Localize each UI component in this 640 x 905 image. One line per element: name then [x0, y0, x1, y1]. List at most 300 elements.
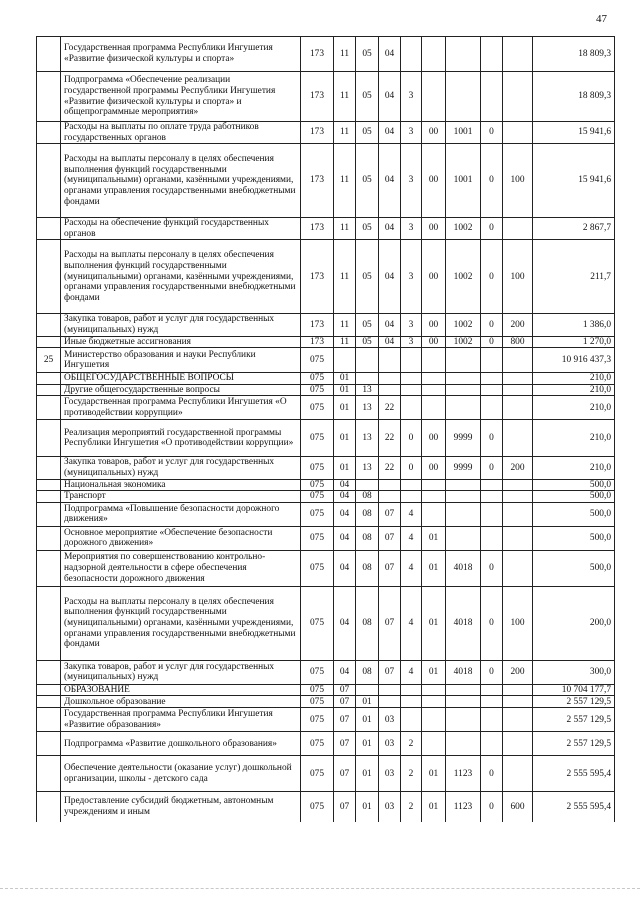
- subprogram-code-cell: 3: [401, 218, 422, 240]
- expense-type-code-cell: [503, 384, 533, 396]
- expense-type-code-cell: [503, 122, 533, 144]
- section-code-cell: 04: [334, 526, 356, 550]
- direction-code-cell: [446, 491, 481, 503]
- subprogram-code-cell: 4: [401, 502, 422, 526]
- admin-code-cell: 075: [301, 373, 334, 385]
- row-number-cell: [37, 384, 61, 396]
- section-code-cell: 01: [334, 373, 356, 385]
- direction-code-cell: [446, 348, 481, 373]
- table-row: [37, 420, 615, 457]
- sub-direction-code-cell: 0: [481, 457, 503, 479]
- table-row: [37, 479, 615, 491]
- amount-cell: 1 270,0: [533, 336, 615, 348]
- row-number-cell: [37, 732, 61, 756]
- admin-code-cell: 075: [301, 708, 334, 732]
- expense-type-code-cell: [503, 37, 533, 72]
- admin-code-cell: 173: [301, 122, 334, 144]
- table-row: [37, 684, 615, 696]
- expense-type-code-cell: [503, 732, 533, 756]
- subprogram-code-cell: [401, 37, 422, 72]
- subsection-code-cell: 01: [356, 792, 379, 822]
- expense-name-cell: Реализация мероприятий государственной программы Республики Ингушетия «О противодействии коррупции»: [61, 420, 301, 457]
- subsection-code-cell: 08: [356, 526, 379, 550]
- section-code-cell: 01: [334, 420, 356, 457]
- section-code-cell: 04: [334, 479, 356, 491]
- row-number-cell: [37, 586, 61, 660]
- event-code-cell: [422, 72, 446, 122]
- event-code-cell: 01: [422, 660, 446, 684]
- event-code-cell: 01: [422, 526, 446, 550]
- expense-type-code-cell: [503, 502, 533, 526]
- section-code-cell: 07: [334, 792, 356, 822]
- direction-code-cell: [446, 384, 481, 396]
- sub-direction-code-cell: [481, 37, 503, 72]
- subsection-code-cell: 05: [356, 336, 379, 348]
- sub-direction-code-cell: 0: [481, 550, 503, 586]
- program-code-cell: [379, 696, 401, 708]
- subprogram-code-cell: 3: [401, 144, 422, 218]
- subsection-code-cell: 01: [356, 756, 379, 792]
- expense-name-cell: Мероприятия по совершенствованию контрольно-надзорной деятельности в сфере обеспечения безопасности дорожного движения: [61, 550, 301, 586]
- expense-type-code-cell: [503, 491, 533, 503]
- subsection-code-cell: 13: [356, 457, 379, 479]
- expense-name-cell: Расходы на выплаты персоналу в целях обеспечения выполнения функций государственными (муниципальными) органами, казёнными учреждениями, органами управления государственными внебюджетными фондами: [61, 240, 301, 314]
- expense-type-code-cell: [503, 373, 533, 385]
- expense-name-cell: Расходы на выплаты персоналу в целях обеспечения выполнения функций государственными (муниципальными) органами, казёнными учреждениями, органами управления государственными внебюджетными фондами: [61, 144, 301, 218]
- table-row: [37, 526, 615, 550]
- table-row: [37, 708, 615, 732]
- amount-cell: 2 555 595,4: [533, 756, 615, 792]
- program-code-cell: 04: [379, 218, 401, 240]
- direction-code-cell: 1123: [446, 756, 481, 792]
- subprogram-code-cell: 0: [401, 420, 422, 457]
- subprogram-code-cell: 2: [401, 756, 422, 792]
- admin-code-cell: 075: [301, 384, 334, 396]
- page-number: 47: [596, 13, 607, 25]
- table-row: [37, 384, 615, 396]
- sub-direction-code-cell: [481, 396, 503, 420]
- sub-direction-code-cell: [481, 732, 503, 756]
- event-code-cell: [422, 37, 446, 72]
- section-code-cell: 11: [334, 218, 356, 240]
- subsection-code-cell: 05: [356, 314, 379, 336]
- subprogram-code-cell: 4: [401, 586, 422, 660]
- section-code-cell: 04: [334, 660, 356, 684]
- expense-type-code-cell: [503, 526, 533, 550]
- section-code-cell: 11: [334, 240, 356, 314]
- expense-name-cell: Расходы на выплаты персоналу в целях обеспечения выполнения функций государственными (муниципальными) органами, казёнными учреждениями, органами управления государственными внебюджетными фондами: [61, 586, 301, 660]
- row-number-cell: [37, 708, 61, 732]
- event-code-cell: [422, 502, 446, 526]
- program-code-cell: [379, 384, 401, 396]
- expense-type-code-cell: 200: [503, 660, 533, 684]
- admin-code-cell: 173: [301, 314, 334, 336]
- subsection-code-cell: 01: [356, 708, 379, 732]
- table-row: [37, 72, 615, 122]
- sub-direction-code-cell: 0: [481, 218, 503, 240]
- row-number-cell: [37, 144, 61, 218]
- row-number-cell: [37, 479, 61, 491]
- sub-direction-code-cell: [481, 502, 503, 526]
- event-code-cell: 00: [422, 457, 446, 479]
- expense-type-code-cell: [503, 218, 533, 240]
- expense-name-cell: Государственная программа Республики Ингушетия «О противодействии коррупции»: [61, 396, 301, 420]
- program-code-cell: [379, 373, 401, 385]
- subprogram-code-cell: 4: [401, 660, 422, 684]
- expense-name-cell: Подпрограмма «Развитие дошкольного образования»: [61, 732, 301, 756]
- admin-code-cell: 173: [301, 218, 334, 240]
- event-code-cell: [422, 384, 446, 396]
- amount-cell: 210,0: [533, 396, 615, 420]
- event-code-cell: 01: [422, 586, 446, 660]
- program-code-cell: 04: [379, 144, 401, 218]
- direction-code-cell: 1002: [446, 218, 481, 240]
- direction-code-cell: 4018: [446, 586, 481, 660]
- row-number-cell: [37, 37, 61, 72]
- amount-cell: 211,7: [533, 240, 615, 314]
- subsection-code-cell: 05: [356, 240, 379, 314]
- amount-cell: 2 867,7: [533, 218, 615, 240]
- direction-code-cell: [446, 696, 481, 708]
- subsection-code-cell: 08: [356, 586, 379, 660]
- program-code-cell: 07: [379, 502, 401, 526]
- admin-code-cell: 075: [301, 457, 334, 479]
- direction-code-cell: 1123: [446, 792, 481, 822]
- amount-cell: 500,0: [533, 550, 615, 586]
- event-code-cell: [422, 696, 446, 708]
- program-code-cell: 03: [379, 732, 401, 756]
- event-code-cell: 01: [422, 550, 446, 586]
- budget-table-wrapper: [36, 36, 614, 822]
- amount-cell: 500,0: [533, 491, 615, 503]
- table-row: [37, 502, 615, 526]
- expense-type-code-cell: 600: [503, 792, 533, 822]
- section-code-cell: 07: [334, 684, 356, 696]
- section-code-cell: 11: [334, 72, 356, 122]
- table-row: [37, 122, 615, 144]
- expense-name-cell: Министерство образования и науки Республики Ингушетия: [61, 348, 301, 373]
- expense-type-code-cell: [503, 479, 533, 491]
- subsection-code-cell: 01: [356, 732, 379, 756]
- expense-type-code-cell: [503, 756, 533, 792]
- expense-type-code-cell: [503, 72, 533, 122]
- amount-cell: 1 386,0: [533, 314, 615, 336]
- subprogram-code-cell: 3: [401, 314, 422, 336]
- sub-direction-code-cell: 0: [481, 660, 503, 684]
- direction-code-cell: [446, 526, 481, 550]
- section-code-cell: 01: [334, 396, 356, 420]
- admin-code-cell: 173: [301, 336, 334, 348]
- expense-name-cell: Государственная программа Республики Ингушетия «Развитие образования»: [61, 708, 301, 732]
- event-code-cell: 00: [422, 420, 446, 457]
- admin-code-cell: 075: [301, 420, 334, 457]
- expense-type-code-cell: [503, 684, 533, 696]
- bottom-rule: [0, 888, 640, 889]
- event-code-cell: 00: [422, 144, 446, 218]
- sub-direction-code-cell: [481, 384, 503, 396]
- section-code-cell: [334, 348, 356, 373]
- section-code-cell: 11: [334, 314, 356, 336]
- sub-direction-code-cell: [481, 72, 503, 122]
- subsection-code-cell: 01: [356, 696, 379, 708]
- expense-type-code-cell: [503, 708, 533, 732]
- event-code-cell: 00: [422, 122, 446, 144]
- expense-name-cell: Основное мероприятие «Обеспечение безопасности дорожного движения»: [61, 526, 301, 550]
- program-code-cell: 03: [379, 792, 401, 822]
- amount-cell: 10 916 437,3: [533, 348, 615, 373]
- subprogram-code-cell: 4: [401, 526, 422, 550]
- amount-cell: 2 557 129,5: [533, 732, 615, 756]
- direction-code-cell: 9999: [446, 457, 481, 479]
- expense-type-code-cell: [503, 348, 533, 373]
- subprogram-code-cell: [401, 373, 422, 385]
- sub-direction-code-cell: 0: [481, 586, 503, 660]
- admin-code-cell: 075: [301, 792, 334, 822]
- row-number-cell: [37, 373, 61, 385]
- admin-code-cell: 173: [301, 37, 334, 72]
- subsection-code-cell: [356, 348, 379, 373]
- amount-cell: 210,0: [533, 420, 615, 457]
- table-row: [37, 240, 615, 314]
- subprogram-code-cell: [401, 684, 422, 696]
- table-row: [37, 457, 615, 479]
- amount-cell: 210,0: [533, 373, 615, 385]
- subsection-code-cell: 05: [356, 144, 379, 218]
- row-number-cell: [37, 336, 61, 348]
- subprogram-code-cell: 3: [401, 240, 422, 314]
- amount-cell: 500,0: [533, 502, 615, 526]
- table-row: [37, 732, 615, 756]
- section-code-cell: 07: [334, 756, 356, 792]
- event-code-cell: [422, 396, 446, 420]
- event-code-cell: [422, 732, 446, 756]
- sub-direction-code-cell: [481, 479, 503, 491]
- admin-code-cell: 173: [301, 72, 334, 122]
- subprogram-code-cell: 2: [401, 732, 422, 756]
- row-number-cell: 25: [37, 348, 61, 373]
- subsection-code-cell: 08: [356, 660, 379, 684]
- subsection-code-cell: [356, 479, 379, 491]
- expense-name-cell: Государственная программа Республики Ингушетия «Развитие физической культуры и спорта»: [61, 37, 301, 72]
- expense-name-cell: Закупка товаров, работ и услуг для государственных (муниципальных) нужд: [61, 457, 301, 479]
- subsection-code-cell: [356, 373, 379, 385]
- admin-code-cell: 075: [301, 479, 334, 491]
- subprogram-code-cell: [401, 348, 422, 373]
- event-code-cell: 01: [422, 792, 446, 822]
- admin-code-cell: 075: [301, 491, 334, 503]
- expense-type-code-cell: 100: [503, 144, 533, 218]
- sub-direction-code-cell: [481, 491, 503, 503]
- sub-direction-code-cell: 0: [481, 756, 503, 792]
- program-code-cell: 04: [379, 122, 401, 144]
- row-number-cell: [37, 491, 61, 503]
- sub-direction-code-cell: 0: [481, 314, 503, 336]
- direction-code-cell: 1001: [446, 122, 481, 144]
- section-code-cell: 01: [334, 457, 356, 479]
- expense-type-code-cell: [503, 696, 533, 708]
- expense-name-cell: Другие общегосударственные вопросы: [61, 384, 301, 396]
- direction-code-cell: 1002: [446, 240, 481, 314]
- row-number-cell: [37, 660, 61, 684]
- amount-cell: 15 941,6: [533, 122, 615, 144]
- subprogram-code-cell: [401, 491, 422, 503]
- amount-cell: 2 557 129,5: [533, 708, 615, 732]
- admin-code-cell: 075: [301, 660, 334, 684]
- row-number-cell: [37, 526, 61, 550]
- subsection-code-cell: 08: [356, 502, 379, 526]
- subprogram-code-cell: 3: [401, 336, 422, 348]
- table-row: [37, 37, 615, 72]
- section-code-cell: 07: [334, 696, 356, 708]
- event-code-cell: 00: [422, 218, 446, 240]
- table-row: [37, 792, 615, 822]
- section-code-cell: 01: [334, 384, 356, 396]
- subprogram-code-cell: 4: [401, 550, 422, 586]
- amount-cell: 2 557 129,5: [533, 696, 615, 708]
- expense-name-cell: Расходы на обеспечение функций государственных органов: [61, 218, 301, 240]
- direction-code-cell: 4018: [446, 660, 481, 684]
- program-code-cell: 04: [379, 72, 401, 122]
- admin-code-cell: 075: [301, 696, 334, 708]
- expense-type-code-cell: [503, 550, 533, 586]
- section-code-cell: 11: [334, 144, 356, 218]
- event-code-cell: 01: [422, 756, 446, 792]
- program-code-cell: 03: [379, 756, 401, 792]
- amount-cell: 15 941,6: [533, 144, 615, 218]
- direction-code-cell: 1002: [446, 336, 481, 348]
- amount-cell: 18 809,3: [533, 37, 615, 72]
- sub-direction-code-cell: 0: [481, 792, 503, 822]
- expense-name-cell: Обеспечение деятельности (оказание услуг) дошкольной организации, школы - детского сада: [61, 756, 301, 792]
- direction-code-cell: 1002: [446, 314, 481, 336]
- subprogram-code-cell: 3: [401, 122, 422, 144]
- program-code-cell: 22: [379, 420, 401, 457]
- program-code-cell: 22: [379, 396, 401, 420]
- event-code-cell: [422, 708, 446, 732]
- expense-name-cell: Предоставление субсидий бюджетным, автономным учреждениям и иным: [61, 792, 301, 822]
- table-row: [37, 756, 615, 792]
- amount-cell: 18 809,3: [533, 72, 615, 122]
- row-number-cell: [37, 457, 61, 479]
- expense-name-cell: ОБРАЗОВАНИЕ: [61, 684, 301, 696]
- event-code-cell: 00: [422, 314, 446, 336]
- table-row: [37, 396, 615, 420]
- sub-direction-code-cell: [481, 348, 503, 373]
- event-code-cell: 00: [422, 336, 446, 348]
- table-row: [37, 336, 615, 348]
- subsection-code-cell: 13: [356, 384, 379, 396]
- direction-code-cell: 1001: [446, 144, 481, 218]
- subsection-code-cell: 08: [356, 550, 379, 586]
- subprogram-code-cell: [401, 384, 422, 396]
- program-code-cell: [379, 684, 401, 696]
- expense-type-code-cell: [503, 420, 533, 457]
- expense-type-code-cell: 200: [503, 314, 533, 336]
- direction-code-cell: [446, 479, 481, 491]
- direction-code-cell: 9999: [446, 420, 481, 457]
- direction-code-cell: [446, 396, 481, 420]
- row-number-cell: [37, 756, 61, 792]
- amount-cell: 2 555 595,4: [533, 792, 615, 822]
- expense-name-cell: Подпрограмма «Повышение безопасности дорожного движения»: [61, 502, 301, 526]
- amount-cell: 210,0: [533, 457, 615, 479]
- program-code-cell: [379, 491, 401, 503]
- sub-direction-code-cell: [481, 708, 503, 732]
- section-code-cell: 11: [334, 336, 356, 348]
- subsection-code-cell: 05: [356, 122, 379, 144]
- expense-type-code-cell: 100: [503, 586, 533, 660]
- row-number-cell: [37, 218, 61, 240]
- section-code-cell: 04: [334, 586, 356, 660]
- expense-name-cell: ОБЩЕГОСУДАРСТВЕННЫЕ ВОПРОСЫ: [61, 373, 301, 385]
- admin-code-cell: 075: [301, 586, 334, 660]
- row-number-cell: [37, 792, 61, 822]
- table-row: [37, 660, 615, 684]
- subprogram-code-cell: [401, 396, 422, 420]
- subprogram-code-cell: [401, 479, 422, 491]
- direction-code-cell: 4018: [446, 550, 481, 586]
- sub-direction-code-cell: 0: [481, 122, 503, 144]
- expense-name-cell: Транспорт: [61, 491, 301, 503]
- admin-code-cell: 075: [301, 732, 334, 756]
- admin-code-cell: 075: [301, 502, 334, 526]
- expense-name-cell: Расходы на выплаты по оплате труда работников государственных органов: [61, 122, 301, 144]
- amount-cell: 210,0: [533, 384, 615, 396]
- event-code-cell: [422, 491, 446, 503]
- amount-cell: 500,0: [533, 479, 615, 491]
- row-number-cell: [37, 684, 61, 696]
- sub-direction-code-cell: [481, 684, 503, 696]
- row-number-cell: [37, 696, 61, 708]
- subprogram-code-cell: [401, 708, 422, 732]
- section-code-cell: 07: [334, 708, 356, 732]
- event-code-cell: [422, 479, 446, 491]
- row-number-cell: [37, 502, 61, 526]
- subprogram-code-cell: 2: [401, 792, 422, 822]
- amount-cell: 300,0: [533, 660, 615, 684]
- sub-direction-code-cell: 0: [481, 420, 503, 457]
- amount-cell: 10 704 177,7: [533, 684, 615, 696]
- program-code-cell: 07: [379, 526, 401, 550]
- expense-type-code-cell: 200: [503, 457, 533, 479]
- event-code-cell: [422, 684, 446, 696]
- program-code-cell: 07: [379, 586, 401, 660]
- row-number-cell: [37, 314, 61, 336]
- table-row: [37, 348, 615, 373]
- subsection-code-cell: 13: [356, 396, 379, 420]
- admin-code-cell: 075: [301, 348, 334, 373]
- program-code-cell: 07: [379, 660, 401, 684]
- direction-code-cell: [446, 72, 481, 122]
- subsection-code-cell: 08: [356, 491, 379, 503]
- subsection-code-cell: 05: [356, 37, 379, 72]
- expense-name-cell: Закупка товаров, работ и услуг для государственных (муниципальных) нужд: [61, 314, 301, 336]
- table-row: [37, 314, 615, 336]
- expense-name-cell: Подпрограмма «Обеспечение реализации государственной программы Республики Ингушетия «Развитие физической культуры и спорта» и общепрограммные мероприятия»: [61, 72, 301, 122]
- subsection-code-cell: [356, 684, 379, 696]
- row-number-cell: [37, 420, 61, 457]
- table-row: [37, 218, 615, 240]
- admin-code-cell: 173: [301, 144, 334, 218]
- table-row: [37, 144, 615, 218]
- admin-code-cell: 075: [301, 550, 334, 586]
- row-number-cell: [37, 240, 61, 314]
- expense-type-code-cell: 800: [503, 336, 533, 348]
- section-code-cell: 04: [334, 491, 356, 503]
- table-row: [37, 373, 615, 385]
- expense-type-code-cell: 100: [503, 240, 533, 314]
- direction-code-cell: [446, 37, 481, 72]
